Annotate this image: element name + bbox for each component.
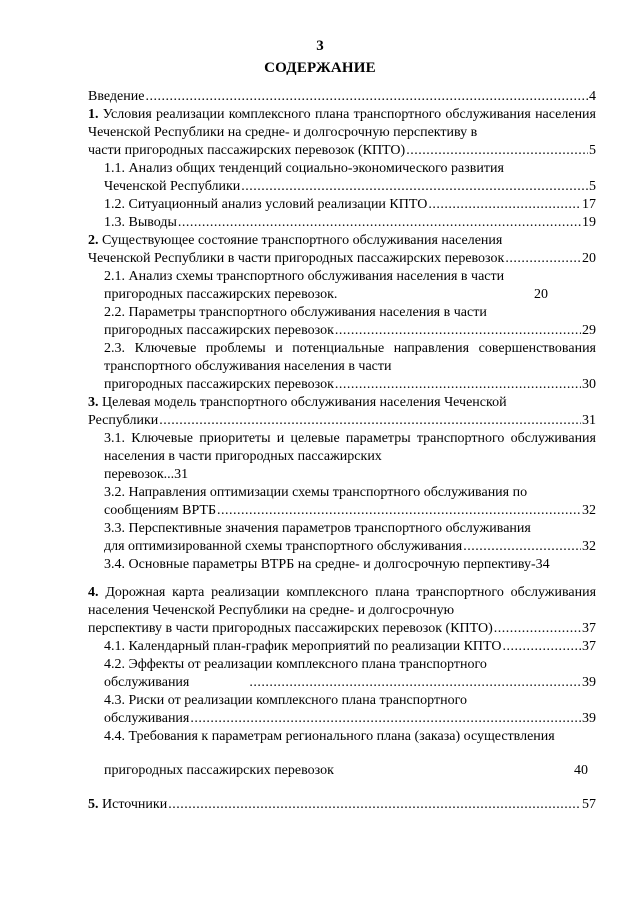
toc-text: 2.1. Анализ схемы транспортного обслуживания населения в части xyxy=(104,269,505,284)
toc-entry-3-2[interactable] xyxy=(104,484,596,520)
leader-dots xyxy=(249,674,581,692)
toc-entry-2-1[interactable] xyxy=(104,268,596,304)
toc-text: Источники xyxy=(102,797,168,812)
toc-text-last: пригородных пассажирских перевозок xyxy=(104,763,334,778)
toc-entry-1[interactable] xyxy=(88,106,596,160)
toc-entry-4-4[interactable] xyxy=(104,728,596,780)
toc-text-last: перевозок...31 xyxy=(104,467,189,482)
toc-text-last: сообщениям ВРТБ xyxy=(104,503,216,518)
leader-dots xyxy=(505,250,581,268)
toc-entry-4-1[interactable] xyxy=(104,638,596,656)
toc-entry-4-3[interactable] xyxy=(104,692,596,728)
toc-text: 4.3. Риски от реализации комплексного плана транспортного xyxy=(104,693,467,708)
toc-text-last: Республики xyxy=(88,413,159,428)
leader-dots xyxy=(190,710,581,728)
toc-text: 3.4. Основные параметры ВТРБ на средне- и долгосрочную перпективу-34 xyxy=(104,557,550,572)
toc-page: 5 xyxy=(589,179,596,194)
leader-dots xyxy=(406,142,588,160)
toc-entry-1-1[interactable] xyxy=(104,160,596,196)
toc-text-last: пригородных пассажирских перевозок xyxy=(104,377,334,392)
toc-number: 4. xyxy=(88,585,99,600)
toc-entry-3-4[interactable] xyxy=(104,556,596,574)
toc-text-last: пригородных пассажирских перевозок xyxy=(104,323,334,338)
toc-text: 1.3. Выводы xyxy=(104,215,177,230)
page-title: СОДЕРЖАНИЕ xyxy=(264,60,376,76)
toc-entry-1-3[interactable] xyxy=(104,214,596,232)
toc-entry-3-3[interactable] xyxy=(104,520,596,556)
toc-page: 57 xyxy=(582,797,596,812)
toc-page: 17 xyxy=(582,197,596,212)
toc-text-last: обслуживания xyxy=(104,675,190,690)
toc-page: 29 xyxy=(582,323,596,338)
leader-dots xyxy=(168,796,581,814)
toc-text: Условия реализации комплексного плана транспортного обслуживания населения Чеченской Республики на средне- и долгосрочную перспективу в xyxy=(88,107,596,140)
toc-entry-3[interactable] xyxy=(88,394,596,430)
toc-entry-1-2[interactable] xyxy=(104,196,596,214)
toc-text: Анализ общих тенденций социально-экономического развития xyxy=(128,161,504,176)
toc-number: 1.1. xyxy=(104,161,125,176)
toc-text-last: перспективу в части пригородных пассажирских перевозок (КПТО) xyxy=(88,621,493,636)
leader-dots xyxy=(241,178,588,196)
toc-entry-4-2[interactable] xyxy=(104,656,596,692)
toc-number: 3. xyxy=(88,395,99,410)
page-number: 3 xyxy=(316,38,324,54)
toc-text-last: для оптимизированной схемы транспортного обслуживания xyxy=(104,539,463,554)
toc-entry-5[interactable] xyxy=(88,796,596,814)
toc-text-last: пригородных пассажирских перевозок. xyxy=(104,287,338,302)
leader-dots xyxy=(145,88,588,106)
leader-dots xyxy=(159,412,581,430)
leader-dots xyxy=(494,620,581,638)
table-of-contents xyxy=(88,88,596,814)
toc-text-last: Чеченской Республики xyxy=(104,179,241,194)
toc-text: 3.2. Направления оптимизации схемы транспортного обслуживания по xyxy=(104,485,528,500)
toc-text: 4.4. Требования к параметрам регионального плана (заказа) осуществления xyxy=(104,729,555,744)
toc-entry-intro[interactable] xyxy=(88,88,596,106)
toc-page: 37 xyxy=(582,639,596,654)
leader-dots xyxy=(463,538,581,556)
toc-text: Введение xyxy=(88,89,145,104)
toc-text-last: обслуживания xyxy=(104,711,190,726)
toc-page: 5 xyxy=(589,143,596,158)
toc-page: 30 xyxy=(582,377,596,392)
toc-text: 3.3. Перспективные значения параметров транспортного обслуживания xyxy=(104,521,531,536)
toc-text: 2.3. Ключевые проблемы и потенциальные направления совершенствования транспортного обслуживания населения в части xyxy=(104,341,596,374)
toc-page: 32 xyxy=(582,503,596,518)
toc-text-last: Чеченской Республики в части пригородных пассажирских перевозок xyxy=(88,251,505,266)
toc-page: 32 xyxy=(582,539,596,554)
toc-page: 40 xyxy=(574,763,588,778)
toc-text: 2.2. Параметры транспортного обслуживания населения в части xyxy=(104,305,487,320)
toc-text: 4.1. Календарный план-график мероприятий по реализации КПТО xyxy=(104,639,502,654)
leader-dots xyxy=(217,502,581,520)
toc-page: 37 xyxy=(582,621,596,636)
toc-page: 20 xyxy=(534,287,548,302)
toc-page: 19 xyxy=(582,215,596,230)
toc-page: 31 xyxy=(582,413,596,428)
toc-page: 39 xyxy=(582,711,596,726)
toc-text: Целевая модель транспортного обслуживания населения Чеченской xyxy=(102,395,507,410)
toc-text: 1.2. Ситуационный анализ условий реализации КПТО xyxy=(104,197,428,212)
toc-text: 3.1. Ключевые приоритеты и целевые параметры транспортного обслуживания населения в части пригородных пассажирских xyxy=(104,431,596,464)
toc-entry-3-1[interactable] xyxy=(104,430,596,484)
leader-dots xyxy=(335,322,581,340)
toc-number: 1. xyxy=(88,107,99,122)
toc-page: 4 xyxy=(589,89,596,104)
toc-entry-2-2[interactable] xyxy=(104,304,596,340)
leader-dots xyxy=(428,196,581,214)
toc-text: Дорожная карта реализации комплексного плана транспортного обслуживания населения Чеченской Республики на средне- и долгосрочную xyxy=(88,585,597,618)
toc-entry-4[interactable] xyxy=(88,584,596,638)
leader-dots xyxy=(178,214,581,232)
toc-number: 2. xyxy=(88,233,99,248)
leader-dots xyxy=(335,376,581,394)
toc-text: Существующее состояние транспортного обслуживания населения xyxy=(102,233,503,248)
toc-page: 20 xyxy=(582,251,596,266)
toc-number: 5. xyxy=(88,797,99,812)
leader-dots xyxy=(503,638,581,656)
toc-text-last: части пригородных пассажирских перевозок (КПТО) xyxy=(88,143,406,158)
toc-page: 39 xyxy=(582,675,596,690)
toc-entry-2-3[interactable] xyxy=(104,340,596,394)
toc-entry-2[interactable] xyxy=(88,232,596,268)
toc-text: 4.2. Эффекты от реализации комплексного плана транспортного xyxy=(104,657,487,672)
